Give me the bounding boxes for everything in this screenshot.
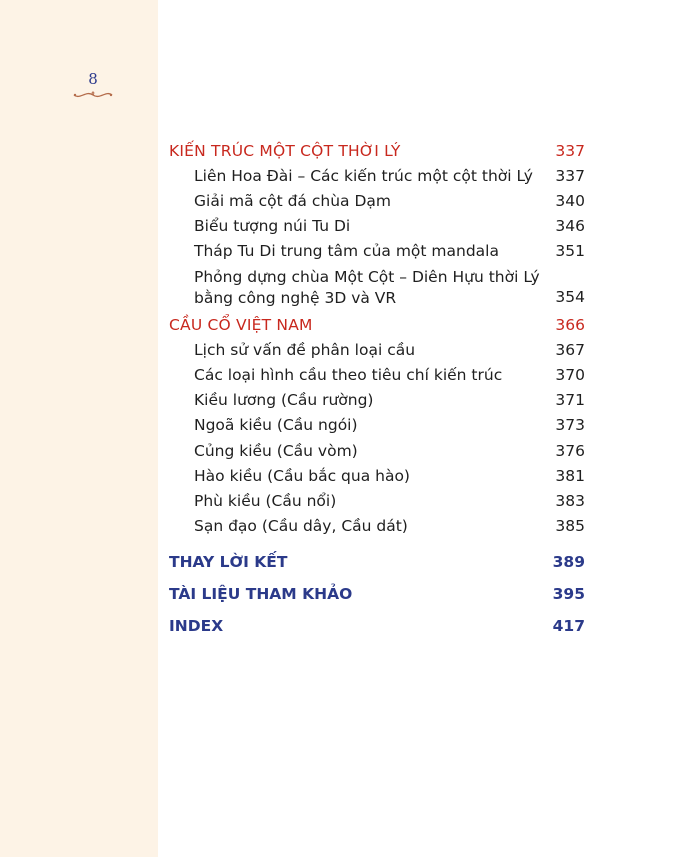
toc-entry-page: 371 (555, 391, 585, 409)
toc-entry-title: Hào kiều (Cầu bắc qua hào) (194, 467, 410, 485)
toc-entry[interactable] (169, 615, 585, 637)
toc-entry-page: 366 (555, 316, 585, 334)
toc-entry-title: Phù kiều (Cầu nổi) (194, 492, 337, 510)
toc-entry[interactable] (169, 339, 585, 361)
toc-entry-page: 383 (555, 492, 585, 510)
toc-entry[interactable] (169, 240, 585, 262)
toc-entry-title: INDEX (169, 617, 224, 635)
toc-entry[interactable] (169, 583, 585, 605)
toc-entry[interactable] (169, 215, 585, 237)
toc-entry-page: 373 (555, 416, 585, 434)
toc-entry-page: 381 (555, 467, 585, 485)
toc-entry-page: 376 (555, 442, 585, 460)
toc-entry-title: Củng kiều (Cầu vòm) (194, 442, 358, 460)
toc-entry-title: Biểu tượng núi Tu Di (194, 217, 351, 235)
toc-entry[interactable] (169, 165, 585, 187)
toc-entry-page: 337 (555, 142, 585, 160)
toc-entry-page: 385 (555, 517, 585, 535)
toc-entry-title: Kiều lương (Cầu rường) (194, 391, 374, 409)
toc-entry-title: KIẾN TRÚC MỘT CỘT THỜI LÝ (169, 142, 401, 160)
toc-entry[interactable] (169, 190, 585, 212)
toc-entry-title: Ngoã kiều (Cầu ngói) (194, 416, 358, 434)
toc-entry-title-line1: Phỏng dựng chùa Một Cột – Diên Hựu thời Lý (194, 268, 540, 286)
toc-entry[interactable] (169, 465, 585, 487)
toc-entry-page: 370 (555, 366, 585, 384)
toc-entry-page: 367 (555, 341, 585, 359)
toc-entry-page: 389 (552, 553, 585, 571)
toc-entry[interactable] (169, 490, 585, 512)
toc-entry[interactable] (169, 314, 585, 336)
toc-entry-title: Liên Hoa Đài – Các kiến trúc một cột thời Lý (194, 167, 533, 185)
toc-entry-title (194, 267, 540, 309)
toc-entry[interactable] (169, 551, 585, 573)
toc-entry[interactable] (169, 389, 585, 411)
toc-entry-title: CẦU CỔ VIỆT NAM (169, 316, 313, 334)
toc-entry-title-line2: bằng công nghệ 3D và VR (194, 289, 397, 307)
toc-entry-page: 354 (555, 288, 585, 306)
toc-entry[interactable] (169, 414, 585, 436)
toc-entry-page: 346 (555, 217, 585, 235)
page-number: 8 (88, 70, 98, 88)
toc-entry[interactable] (169, 140, 585, 162)
toc-entry-title: TÀI LIỆU THAM KHẢO (169, 585, 353, 603)
toc-entry-title: Giải mã cột đá chùa Dạm (194, 192, 391, 210)
toc-entry-page: 395 (552, 585, 585, 603)
toc-entry[interactable] (169, 440, 585, 462)
toc-entry-title: Các loại hình cầu theo tiêu chí kiến trúc (194, 366, 503, 384)
toc-entry-page: 417 (552, 617, 585, 635)
toc-entry-page: 340 (555, 192, 585, 210)
toc-entry-title: Lịch sử vấn đề phân loại cầu (194, 341, 416, 359)
toc-entry[interactable] (169, 515, 585, 537)
toc-entry[interactable] (169, 364, 585, 386)
toc-entry[interactable] (169, 267, 585, 307)
toc-entry-page: 337 (555, 167, 585, 185)
toc-entry-page: 351 (555, 242, 585, 260)
toc-entry-title: Tháp Tu Di trung tâm của một mandala (194, 242, 499, 260)
toc-entry-title: Sạn đạo (Cầu dây, Cầu dát) (194, 517, 408, 535)
toc-entry-title: THAY LỜI KẾT (169, 553, 288, 571)
